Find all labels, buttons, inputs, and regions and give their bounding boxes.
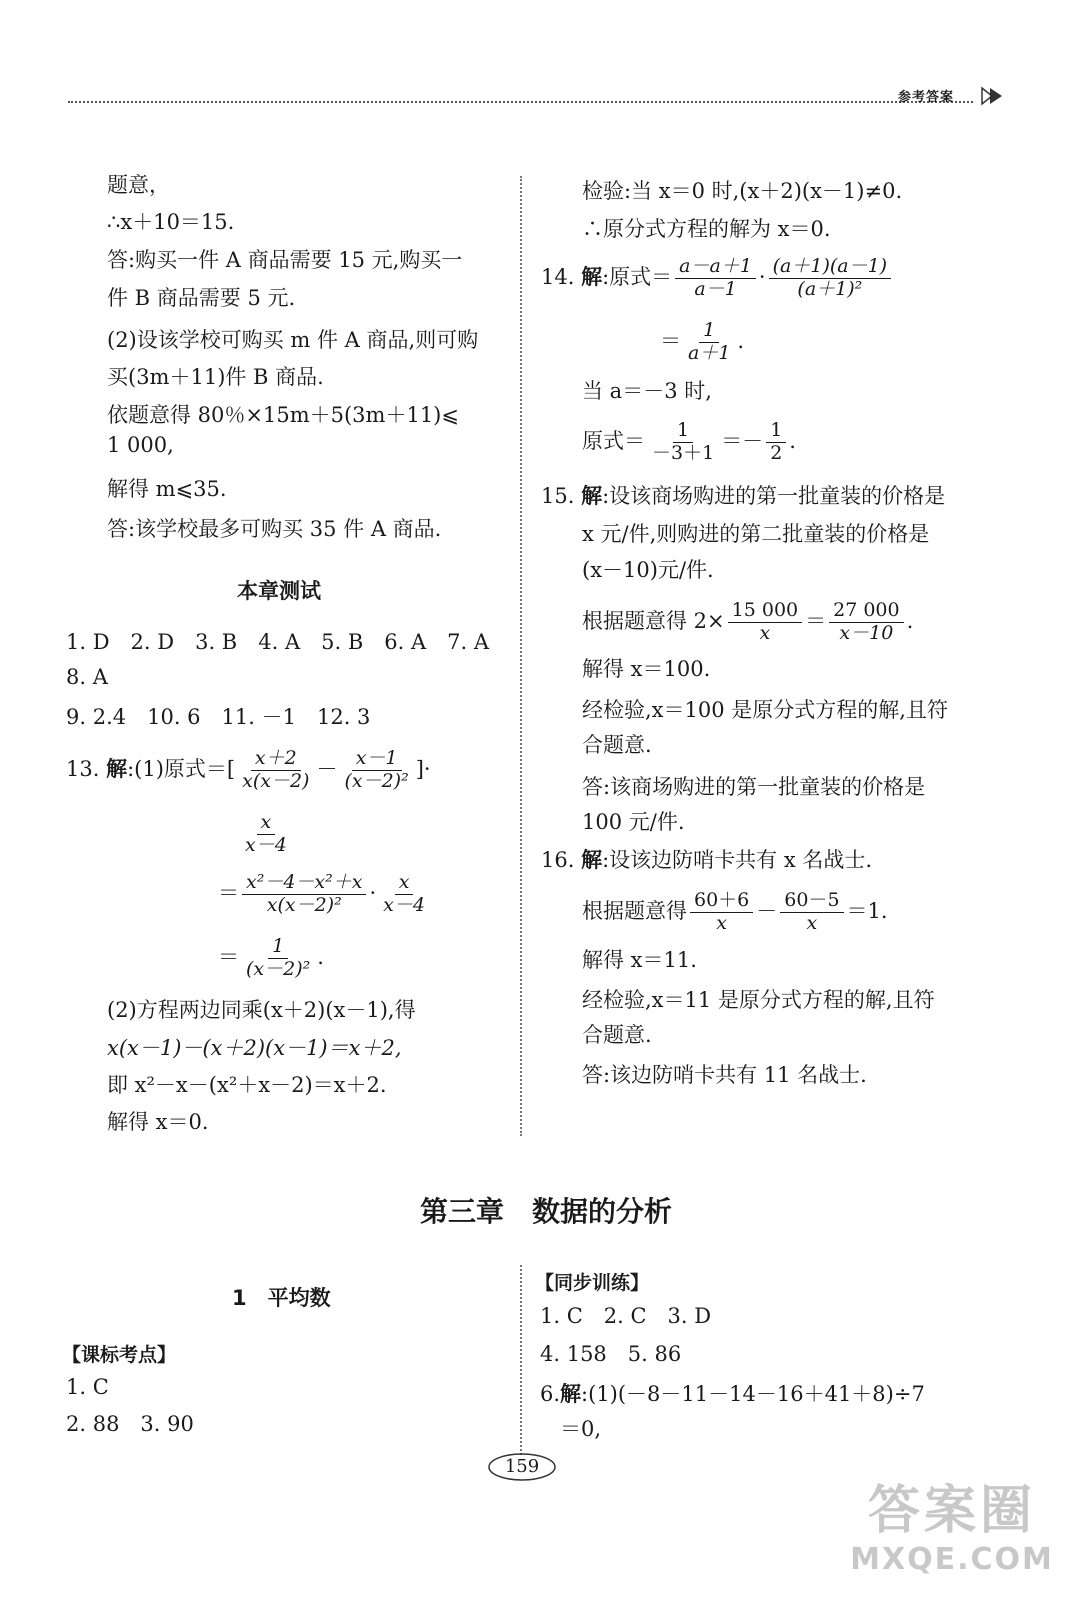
text-line: 依题意得 80％×15m＋5(3m＋11)⩽ (107, 403, 459, 427)
play-arrow-icon (980, 86, 1004, 106)
text: . (737, 328, 745, 353)
fraction: $\frac{15 000}{x}$ (728, 600, 802, 645)
question-number: 13. (66, 756, 100, 781)
text-line: ∴原分式方程的解为 x＝0. (582, 217, 831, 241)
fraction: $\frac{1}{\text{(x－2)²}}$ (246, 935, 311, 980)
text-line: x(x－1)－(x＋2)(x－1)＝x＋2, (107, 1036, 402, 1060)
operator: · (369, 880, 377, 905)
fraction: $\frac{60-5}{x}$ (780, 890, 843, 935)
text: . (906, 608, 914, 633)
question-13 (66, 748, 431, 793)
math-line (218, 872, 432, 917)
section-heading: 1 平均数 (232, 1286, 331, 1310)
answer-line: 8. A (66, 665, 108, 689)
text-line: 当 a＝－3 时, (582, 379, 712, 403)
math-line (238, 812, 294, 857)
answer-line: 1. D 2. D 3. B 4. A 5. B 6. A 7. A (66, 630, 490, 654)
watermark (837, 1480, 1067, 1590)
text: :原式＝ (602, 264, 673, 289)
text-line: (2)设该学校可购买 m 件 A 商品,则可购 (107, 328, 479, 352)
jie-label: 解 (106, 756, 128, 781)
column-divider (520, 176, 522, 1136)
text: ＝1. (846, 898, 888, 923)
question-14 (541, 256, 894, 301)
question-6 (540, 1384, 925, 1405)
text: 根据题意得 (582, 898, 687, 923)
fraction: $\frac{x+2}{x(x-2)}$ (242, 747, 310, 792)
fraction: $\frac{60+6}{x}$ (690, 890, 753, 935)
fraction: $\frac{1}{2}$ (766, 420, 786, 465)
text-line: 答:该学校最多可购买 35 件 A 商品. (107, 517, 442, 541)
jie-label: 解 (581, 484, 603, 508)
answer-line: 1. C 2. C 3. D (540, 1304, 712, 1328)
text-line: 解得 x＝11. (582, 948, 697, 972)
answer-line: 2. 88 3. 90 (66, 1412, 194, 1436)
text-line: (x－10)元/件. (582, 558, 714, 582)
operator: ＝ (218, 944, 239, 969)
fraction: $\frac{\text{x²－4－x²＋x}}{\text{x(x－2)²}}$ (242, 872, 366, 917)
jie-label: 解 (581, 848, 603, 872)
question-16 (541, 850, 872, 871)
text-line: 经检验,x＝100 是原分式方程的解,且符 (582, 698, 948, 722)
operator: · (758, 264, 766, 289)
operator: － (316, 756, 338, 781)
fraction: $\frac{x}{x-4}$ (245, 811, 287, 856)
question-15 (541, 486, 945, 507)
math-line (582, 890, 888, 935)
fraction: $\frac{x}{x-4}$ (383, 871, 425, 916)
question-number: 6. (540, 1382, 561, 1406)
column-divider (520, 1265, 522, 1455)
sub-heading: 【同步训练】 (535, 1272, 650, 1294)
question-number: 15. (541, 484, 575, 508)
fraction: $\frac{x-1}{\text{(x－2)²}}$ (344, 747, 409, 792)
math-line (218, 936, 324, 981)
math-line (582, 420, 796, 465)
text-line: 100 元/件. (582, 810, 685, 834)
text-line: x 元/件,则购进的第二批童装的价格是 (582, 522, 930, 546)
text: 根据题意得 2× (582, 608, 725, 633)
fraction: $\frac{(a+1)(a-1)}{\text{(a＋1)²}}$ (769, 256, 891, 301)
watermark-text: 答案圈 (867, 1481, 1036, 1541)
text: :(1)原式＝[ (127, 756, 236, 781)
text-line: (2)方程两边同乘(x＋2)(x－1),得 (107, 998, 416, 1022)
math-line (660, 320, 744, 365)
header-title: 参考答案 (898, 90, 955, 105)
text: . (317, 944, 324, 969)
answer-line: 4. 158 5. 86 (540, 1342, 682, 1366)
text: :设该边防哨卡共有 x 名战士. (602, 848, 873, 872)
text-line: 题意， (107, 173, 170, 197)
operator: － (756, 898, 778, 923)
text-line: 1 000, (107, 433, 174, 457)
text-line: 答:该边防哨卡共有 11 名战士. (582, 1063, 867, 1087)
text-line: 解得 x＝100. (582, 657, 711, 681)
text: :设该商场购进的第一批童装的价格是 (602, 484, 946, 508)
text-line: 解得 m⩽35. (107, 477, 227, 501)
question-number: 14. (541, 264, 575, 289)
text-line: ＝0, (560, 1417, 602, 1441)
text-line: ∴x＋10＝15. (107, 210, 235, 234)
answer-line: 9. 2.4 10. 6 11. －1 12. 3 (66, 705, 371, 729)
text-line: 经检验,x＝11 是原分式方程的解,且符 (582, 988, 935, 1012)
text-line: 买(3m＋11)件 B 商品. (107, 365, 324, 389)
header-rule (68, 101, 973, 103)
operator: ＝ (218, 880, 239, 905)
text: . (789, 428, 796, 453)
watermark-url: MXQE.COM (850, 1542, 1054, 1577)
operator: ＝－ (721, 428, 764, 453)
text-line: 检验:当 x＝0 时,(x＋2)(x－1)≠0. (582, 179, 903, 203)
text: :(1)(－8－11－14－16＋41＋8)÷7 (581, 1382, 925, 1406)
text-line: 合题意. (582, 1023, 652, 1047)
sub-heading: 【课标考点】 (62, 1344, 177, 1366)
answer-line: 1. C (66, 1375, 109, 1399)
fraction: $\frac{1}{a+1}$ (688, 319, 731, 364)
text-line: 合题意. (582, 733, 652, 757)
page-number: 159 (504, 1456, 540, 1477)
text: 原式＝ (582, 428, 645, 453)
operator: ＝ (805, 608, 827, 633)
fraction: $\frac{27 000}{x-10}$ (829, 600, 903, 645)
fraction: $\frac{a-a+1}{a-1}$ (675, 256, 756, 301)
text-line: 解得 x＝0. (107, 1110, 209, 1134)
text-line: 件 B 商品需要 5 元. (107, 286, 296, 310)
math-line (582, 600, 913, 645)
chapter-title: 第三章 数据的分析 (419, 1195, 672, 1228)
text-line: 即 x²－x－(x²＋x－2)＝x＋2. (107, 1073, 387, 1097)
fraction: $\frac{1}{-3+1}$ (652, 419, 715, 464)
operator: ]· (415, 756, 431, 781)
operator: ＝ (660, 328, 681, 353)
jie-label: 解 (560, 1382, 582, 1406)
section-heading: 本章测试 (237, 579, 321, 603)
jie-label: 解 (581, 264, 603, 289)
question-number: 16. (541, 848, 575, 872)
text-line: 答:该商场购进的第一批童装的价格是 (582, 775, 926, 799)
text-line: 答:购买一件 A 商品需要 15 元,购买一 (107, 248, 463, 272)
